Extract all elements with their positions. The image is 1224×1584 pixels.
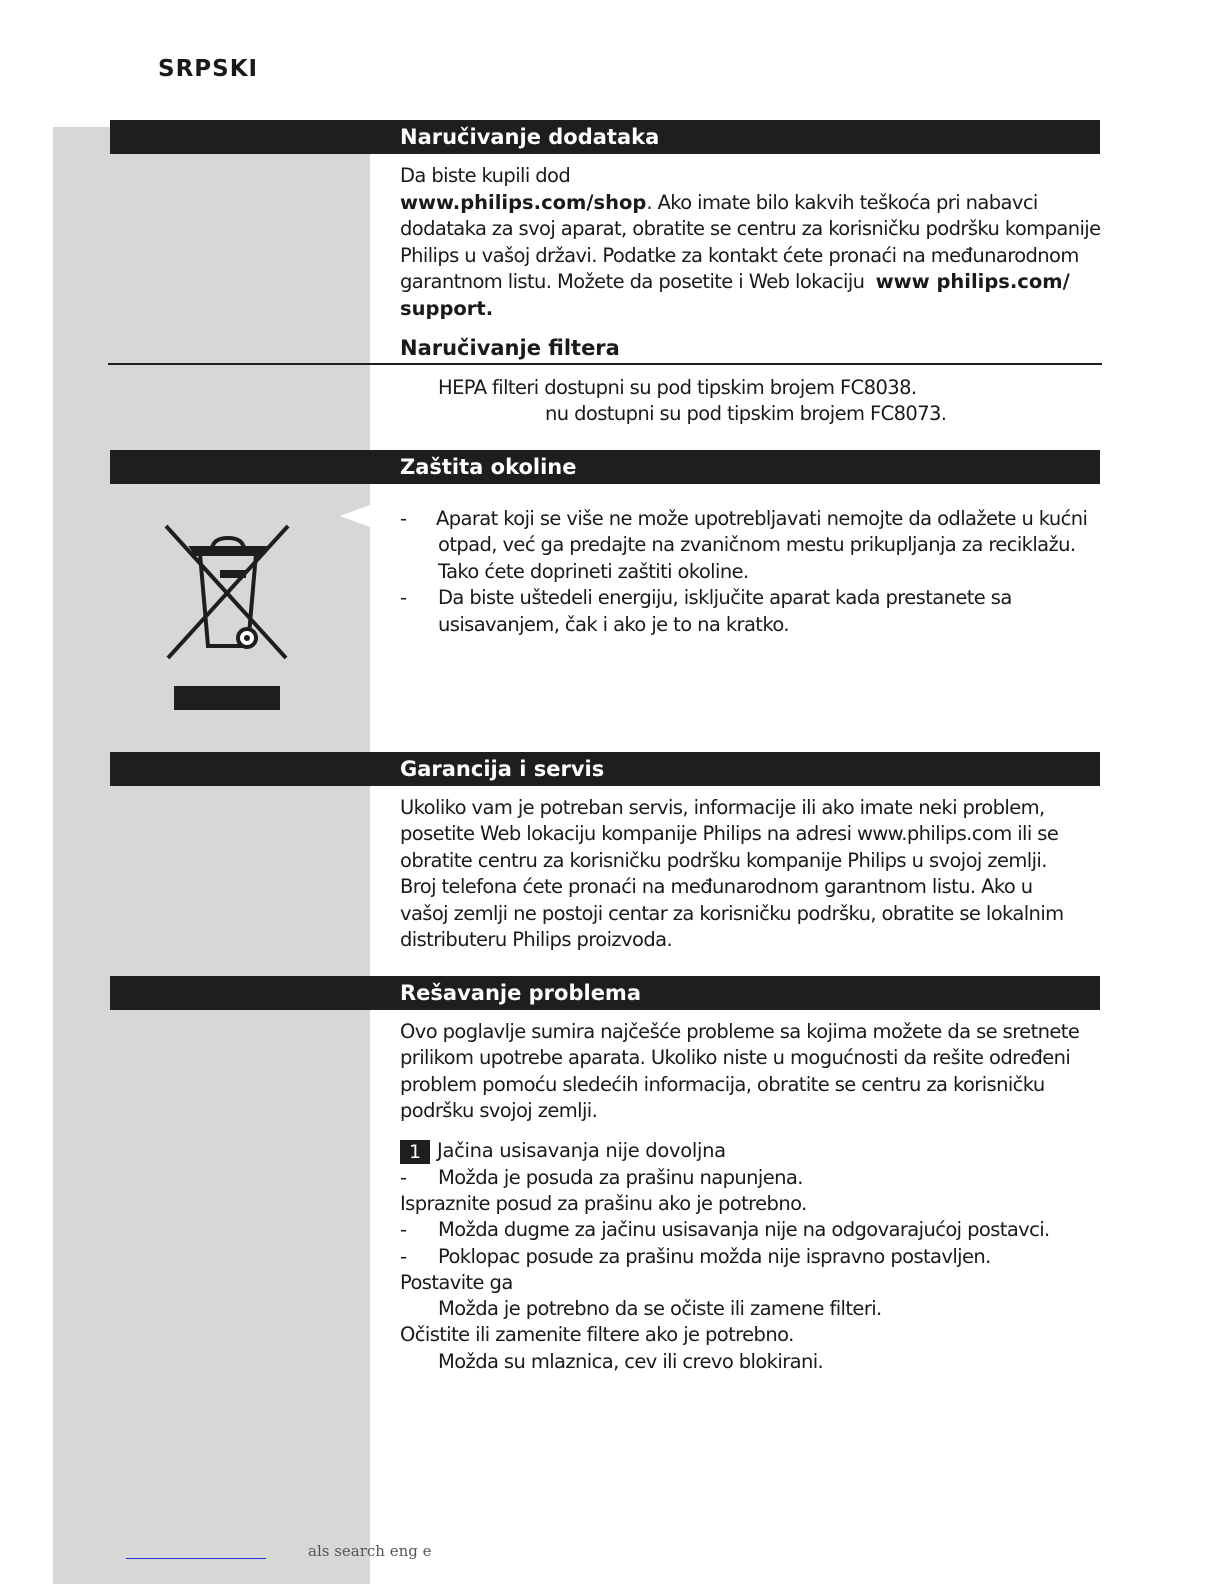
warranty-line-4: Broj telefona ćete pronaći na međunarodnom garantnom listu. Ako u xyxy=(400,875,1033,898)
problem-dash-4: - xyxy=(400,1245,408,1268)
accessories-line-4: Philips u vašoj državi. Podatke za kontakt ćete pronaći na međunarodnom xyxy=(400,244,1079,267)
sidebar-notch xyxy=(340,505,370,527)
problem-line-4: Poklopac posude za prašinu možda nije ispravno postavljen. xyxy=(438,1245,991,1268)
section-band-environment xyxy=(110,450,1100,484)
troubleshooting-intro-line-4: podršku svojoj zemlji. xyxy=(400,1099,598,1122)
environment-dash-2: - xyxy=(400,586,408,609)
left-sidebar-panel xyxy=(53,127,370,1584)
problem-line-5: Postavite ga xyxy=(400,1271,513,1294)
environment-item-2-line-1: Da biste uštedeli energiju, isključite aparat kada prestanete sa xyxy=(438,586,1012,609)
crossed-out-wheelie-bin-icon xyxy=(160,518,295,666)
accessories-line-2 xyxy=(400,190,1038,216)
filters-line-1: HEPA filteri dostupni su pod tipskim brojem FC8038. xyxy=(438,376,917,399)
troubleshooting-intro-line-1: Ovo poglavlje sumira najčešće probleme sa kojima možete da se sretnete xyxy=(400,1020,1080,1043)
section-title-environment: Zaštita okoline xyxy=(400,455,577,479)
problem-dash-1: - xyxy=(400,1166,408,1189)
section-title-accessories: Naručivanje dodataka xyxy=(400,125,660,149)
environment-item-1-line-1: Aparat koji se više ne može upotrebljavati nemojte da odlažete u kućni xyxy=(436,507,1088,530)
filters-line-2: nu dostupni su pod tipskim brojem FC8073. xyxy=(545,402,947,425)
accessories-line-2-rest: . Ako imate bilo kakvih teškoća pri nabavci xyxy=(646,191,1038,214)
problem-line-1: Možda je posuda za prašinu napunjena. xyxy=(438,1166,803,1189)
section-band-warranty xyxy=(110,752,1100,786)
section-title-troubleshooting: Rešavanje problema xyxy=(400,981,641,1005)
accessories-line-6 xyxy=(400,296,493,322)
troubleshooting-intro-line-2: prilikom upotrebe aparata. Ukoliko niste u mogućnosti da rešite određeni xyxy=(400,1046,1071,1069)
environment-item-1-line-3: Tako ćete doprineti zaštiti okoline. xyxy=(438,560,749,583)
problem-dash-3: - xyxy=(400,1218,408,1241)
problem-line-6: Možda je potrebno da se očiste ili zamene filteri. xyxy=(438,1297,882,1320)
environment-item-1-line-2: otpad, već ga predajte na zvaničnom mestu prikupljanja za reciklažu. xyxy=(438,533,1076,556)
support-link-b[interactable]: support. xyxy=(400,297,494,320)
problem-line-7: Očistite ili zamenite filtere ako je potrebno. xyxy=(400,1323,794,1346)
warranty-line-6: distributeru Philips proizvoda. xyxy=(400,928,673,951)
footer-link-underline[interactable] xyxy=(126,1558,266,1559)
support-link-a[interactable]: www philips.com/ xyxy=(875,270,1070,293)
accessories-line-5-text: garantnom listu. Možete da posetite i Web lokaciju xyxy=(400,270,865,293)
language-label: SRPSKI xyxy=(158,56,259,82)
environment-item-2-line-2: usisavanjem, čak i ako je to na kratko. xyxy=(438,613,789,636)
accessories-line-1: Da biste kupili dod xyxy=(400,164,571,187)
problem-number-badge: 1 xyxy=(400,1140,430,1164)
warranty-line-3: obratite centru za korisničku podršku kompanije Philips u svojoj zemlji. xyxy=(400,849,1047,872)
problem-title: Jačina usisavanja nije dovoljna xyxy=(437,1139,726,1162)
filters-subheading: Naručivanje filtera xyxy=(400,336,620,360)
warranty-line-2: posetite Web lokaciju kompanije Philips na adresi www.philips.com ili se xyxy=(400,822,1059,845)
accessories-line-3: dodataka za svoj aparat, obratite se centru za korisničku podršku kompanije xyxy=(400,217,1101,240)
shop-link[interactable]: www.philips.com/shop xyxy=(400,191,647,214)
problem-line-8: Možda su mlaznica, cev ili crevo blokirani. xyxy=(438,1350,824,1373)
accessories-line-5 xyxy=(400,269,1070,295)
footer-text: als search eng e xyxy=(308,1542,432,1560)
filters-rule xyxy=(108,363,1102,365)
section-title-warranty: Garancija i servis xyxy=(400,757,605,781)
warranty-line-1: Ukoliko vam je potreban servis, informacije ili ako imate neki problem, xyxy=(400,796,1045,819)
problem-line-3: Možda dugme za jačinu usisavanja nije na odgovarajućoj postavci. xyxy=(438,1218,1050,1241)
problem-line-2: Ispraznite posud za prašinu ako je potrebno. xyxy=(400,1192,807,1215)
bin-symbol-bar xyxy=(174,686,280,710)
troubleshooting-intro-line-3: problem pomoću sledećih informacija, obratite se centru za korisničku xyxy=(400,1073,1045,1096)
environment-dash-1: - xyxy=(400,507,408,530)
warranty-line-5: vašoj zemlji ne postoji centar za korisničku podršku, obratite se lokalnim xyxy=(400,902,1064,925)
